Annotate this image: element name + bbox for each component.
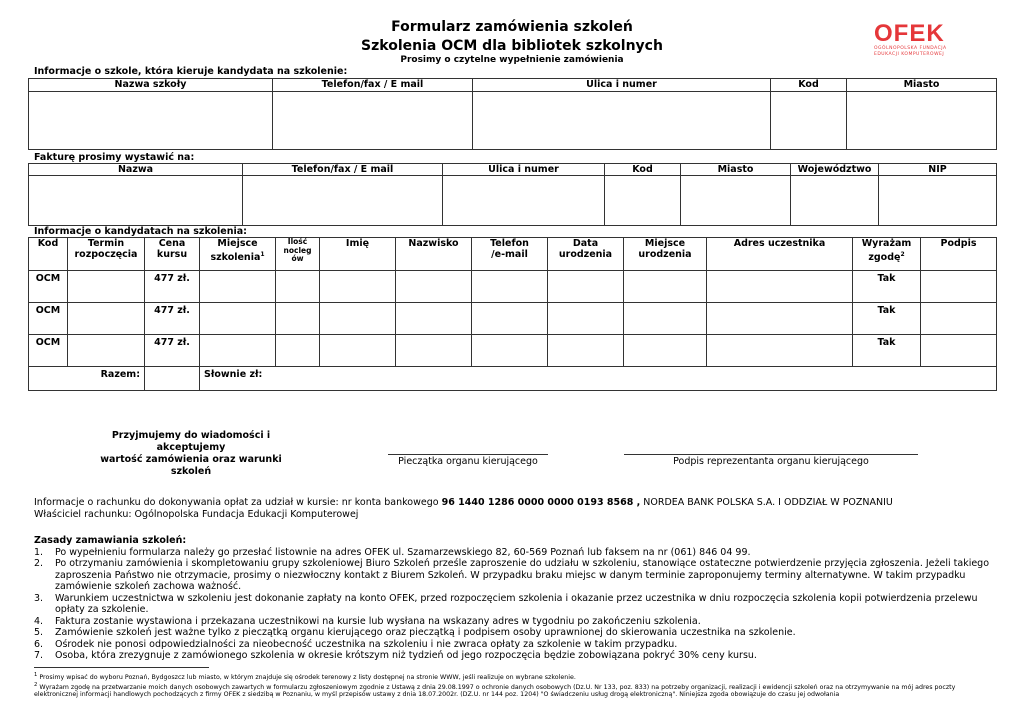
row-code: OCM: [29, 303, 68, 335]
account-owner: Właściciel rachunku: Ogólnopolska Fundacja Edukacji Komputerowej: [34, 509, 359, 520]
row-price: 477 zł.: [145, 335, 200, 367]
acceptance-statement: [84, 430, 298, 478]
cand-col-birth-place: Miejsce urodzenia: [624, 238, 707, 271]
cand-col-start-date: Termin rozpoczęcia: [68, 238, 145, 271]
row-nights-field[interactable]: [276, 303, 320, 335]
school-name-field[interactable]: [29, 92, 273, 150]
row-first-name-field[interactable]: [320, 335, 396, 367]
row-signature-field[interactable]: [921, 303, 997, 335]
invoice-col-code: Kod: [605, 164, 681, 176]
row-address-field[interactable]: [707, 303, 853, 335]
school-section-heading: Informacje o szkole, która kieruje kandydata na szkolenie:: [34, 66, 348, 77]
cand-col-first-name: Imię: [320, 238, 396, 271]
row-birth-place-field[interactable]: [624, 335, 707, 367]
logo-line-1: OGÓLNOPOLSKA FUNDACJA: [874, 46, 947, 51]
row-phone-field[interactable]: [472, 335, 548, 367]
invoice-nip-field[interactable]: [879, 176, 997, 226]
row-birth-date-field[interactable]: [548, 303, 624, 335]
ofek-logo: [874, 22, 966, 62]
invoice-col-phone: Telefon/fax / E mail: [243, 164, 443, 176]
list-item: 6. Ośrodek nie ponosi odpowiedzialności za nieobecność uczestnika na szkoleniu i nie zwraca opłaty za szkolenie w takim przypadku.: [34, 638, 678, 650]
logo-line-2: EDUKACJI KOMPUTEROWEJ: [874, 52, 945, 57]
cand-col-last-name: Nazwisko: [396, 238, 472, 271]
school-table: [28, 78, 997, 150]
invoice-street-field[interactable]: [443, 176, 605, 226]
school-city-field[interactable]: [847, 92, 997, 150]
cand-col-signature: Podpis: [921, 238, 997, 271]
invoice-name-field[interactable]: [29, 176, 243, 226]
row-first-name-field[interactable]: [320, 271, 396, 303]
invoice-phone-field[interactable]: [243, 176, 443, 226]
list-item: 5. Zamówienie szkoleń jest ważne tylko z pieczątką organu kierującego oraz pieczątką i podpisem osoby uprawnionej do skierowania uczestnika na szkolenie.: [34, 627, 796, 638]
acceptance-line-1: Przyjmujemy do wiadomości i akceptujemy: [111, 430, 271, 453]
row-start-date-field[interactable]: [68, 271, 145, 303]
school-col-street: Ulica i numer: [473, 79, 771, 92]
invoice-col-city: Miasto: [681, 164, 791, 176]
row-consent: Tak: [853, 303, 921, 335]
list-item: 7. Osoba, która zrezygnuje z zamówionego szkolenia w okresie krótszym niż tydzień od jego rozpoczęcia będzie zobowiązana pokryć 30% ceny kursu.: [34, 650, 757, 661]
row-consent: Tak: [853, 335, 921, 367]
row-birth-date-field[interactable]: [548, 271, 624, 303]
school-col-name: Nazwa szkoły: [29, 79, 273, 92]
row-first-name-field[interactable]: [320, 303, 396, 335]
row-place-field[interactable]: [200, 303, 276, 335]
row-start-date-field[interactable]: [68, 303, 145, 335]
cand-col-training-place: Miejsce szkolenia$^1$: [200, 238, 276, 271]
invoice-col-voivodeship: Województwo: [791, 164, 879, 176]
invoice-col-street: Ulica i numer: [443, 164, 605, 176]
stamp-label: Pieczątka organu kierującego: [398, 456, 538, 467]
account-number: 96 1440 1286 0000 0000 0193 8568 ,: [441, 497, 641, 508]
cand-col-consent: Wyrażam zgodę$^2$: [853, 238, 921, 271]
school-street-field[interactable]: [473, 92, 771, 150]
invoice-table: [28, 163, 997, 226]
row-price: 477 zł.: [145, 271, 200, 303]
list-item: 4. Faktura zostanie wystawiona i przekazana uczestnikowi na kursie lub wysłana na wskazany adres w tygodniu po zakończeniu szkolenia.: [34, 615, 701, 627]
cand-col-address: Adres uczestnika: [707, 238, 853, 271]
row-signature-field[interactable]: [921, 271, 997, 303]
invoice-code-field[interactable]: [605, 176, 681, 226]
school-col-phone: Telefon/fax / E mail: [273, 79, 473, 92]
account-prefix: Informacje o rachunku do dokonywania opłat za udział w kursie: nr konta bankowego: [34, 497, 442, 508]
acceptance-line-2: wartość zamówienia oraz warunki szkoleń: [100, 454, 282, 477]
footnote-1: $^1$ Prosimy wpisać do wyboru Poznań, Bydgoszcz lub miasto, w którym znajduje się ośrodek terenowy z listy dostępnej na stronie WWW, jeśli realizuje on wybrane szkolenie.: [34, 672, 576, 682]
school-code-field[interactable]: [771, 92, 847, 150]
list-item: 2. Po otrzymaniu zamówienia i skompletowaniu grupy szkoleniowej Biuro Szkoleń prześle zaproszenie do udziału w szkoleniu, stanowiące ostateczne potwierdzenie przyjęcia zgłoszenia. Jeżeli takiego zaproszenia Państwo nie otrzymacie, prosimy o niezwłoczny kontakt z Biurem Szkoleń. W przypadku braku miejsc w danym terminie zaproponujemy terminy alternatywne. W takim przypadku zamówienie szkoleń zachowa ważność.: [34, 558, 990, 592]
cand-col-nights: Ilość nocleg ów: [276, 238, 320, 271]
invoice-col-name: Nazwa: [29, 164, 243, 176]
school-col-city: Miasto: [847, 79, 997, 92]
row-start-date-field[interactable]: [68, 335, 145, 367]
total-amount-field[interactable]: [145, 367, 200, 391]
candidates-section-heading: Informacje o kandydatach na szkolenia:: [34, 226, 247, 237]
row-nights-field[interactable]: [276, 335, 320, 367]
row-price: 477 zł.: [145, 303, 200, 335]
invoice-city-field[interactable]: [681, 176, 791, 226]
row-phone-field[interactable]: [472, 303, 548, 335]
account-bank: NORDEA BANK POLSKA S.A. I ODDZIAŁ W POZNANIU: [640, 497, 893, 508]
table-row: [29, 335, 997, 367]
list-item: 3. Warunkiem uczestnictwa w szkoleniu jest dokonanie zapłaty na konto OFEK, przed rozpoczęciem szkolenia i okazanie przez uczestnika w dniu rozpoczęcia szkolenia kopii potwierdzenia przelewu opłaty za szkolenie.: [34, 592, 978, 615]
table-row: [29, 303, 997, 335]
row-place-field[interactable]: [200, 271, 276, 303]
table-row: [29, 271, 997, 303]
bank-account-info: [34, 497, 1014, 509]
cand-col-price: Cena kursu: [145, 238, 200, 271]
row-nights-field[interactable]: [276, 271, 320, 303]
footnote-2: $^2$ Wyrażam zgodę na przetwarzanie moich danych osobowych zawartych w formularzu zgłoszeniowym zgodnie z Ustawą z dnia 29.08.1997 o ochronie danych osobowych (Dz.U. Nr 133, poz. 833) na potrzeby organizacji, realizacji i ewidencji szkoleń oraz na otrzymywanie na mój adres poczty elektronicznej informacji handlowych pochodzących z firmy OFEK z siedzibą w Poznaniu, w myśl przepisów ustawy z dnia 18.07.2002r. (DZ.U. nr 144 poz. 1204) "O świadczeniu usług drogą elektroniczną". Niniejsza zgoda obowiązuje do czasu jej odwołania: [34, 682, 956, 699]
row-place-field[interactable]: [200, 335, 276, 367]
row-last-name-field[interactable]: [396, 303, 472, 335]
form-title: Formularz zamówienia szkoleń: [391, 19, 633, 35]
row-birth-date-field[interactable]: [548, 335, 624, 367]
row-last-name-field[interactable]: [396, 335, 472, 367]
ordering-rules: [34, 535, 994, 662]
signature-line[interactable]: [624, 454, 918, 455]
row-code: OCM: [29, 271, 68, 303]
candidates-table: [28, 237, 997, 391]
school-phone-field[interactable]: [273, 92, 473, 150]
row-consent: Tak: [853, 271, 921, 303]
school-col-code: Kod: [771, 79, 847, 92]
cand-col-code: Kod: [29, 238, 68, 271]
invoice-voivodeship-field[interactable]: [791, 176, 879, 226]
total-row: [29, 367, 997, 391]
row-phone-field[interactable]: [472, 271, 548, 303]
invoice-col-nip: NIP: [879, 164, 997, 176]
footnote-divider: [34, 667, 209, 668]
row-birth-place-field[interactable]: [624, 271, 707, 303]
signature-label: Podpis reprezentanta organu kierującego: [673, 456, 869, 467]
list-item: 1. Po wypełnieniu formularza należy go przesłać listownie na adres OFEK ul. Szamarzewskiego 82, 60-569 Poznań lub faksem na nr (061) 846 04 99.: [34, 546, 751, 558]
cand-col-phone: Telefon /e-mail: [472, 238, 548, 271]
form-instruction: Prosimy o czytelne wypełnienie zamówienia: [400, 55, 624, 65]
row-birth-place-field[interactable]: [624, 303, 707, 335]
total-in-words-field[interactable]: Słownie zł:: [200, 367, 997, 391]
rules-heading: Zasady zamawiania szkoleń:: [34, 535, 187, 546]
row-last-name-field[interactable]: [396, 271, 472, 303]
row-address-field[interactable]: [707, 335, 853, 367]
row-code: OCM: [29, 335, 68, 367]
row-signature-field[interactable]: [921, 335, 997, 367]
logo-wordmark: OFEK: [874, 20, 945, 47]
row-address-field[interactable]: [707, 271, 853, 303]
stamp-line[interactable]: [388, 454, 548, 455]
invoice-section-heading: Fakturę prosimy wystawić na:: [34, 152, 195, 163]
form-subtitle-program: Szkolenia OCM dla bibliotek szkolnych: [361, 38, 663, 54]
cand-col-birth-date: Data urodzenia: [548, 238, 624, 271]
total-label: Razem:: [29, 367, 145, 391]
